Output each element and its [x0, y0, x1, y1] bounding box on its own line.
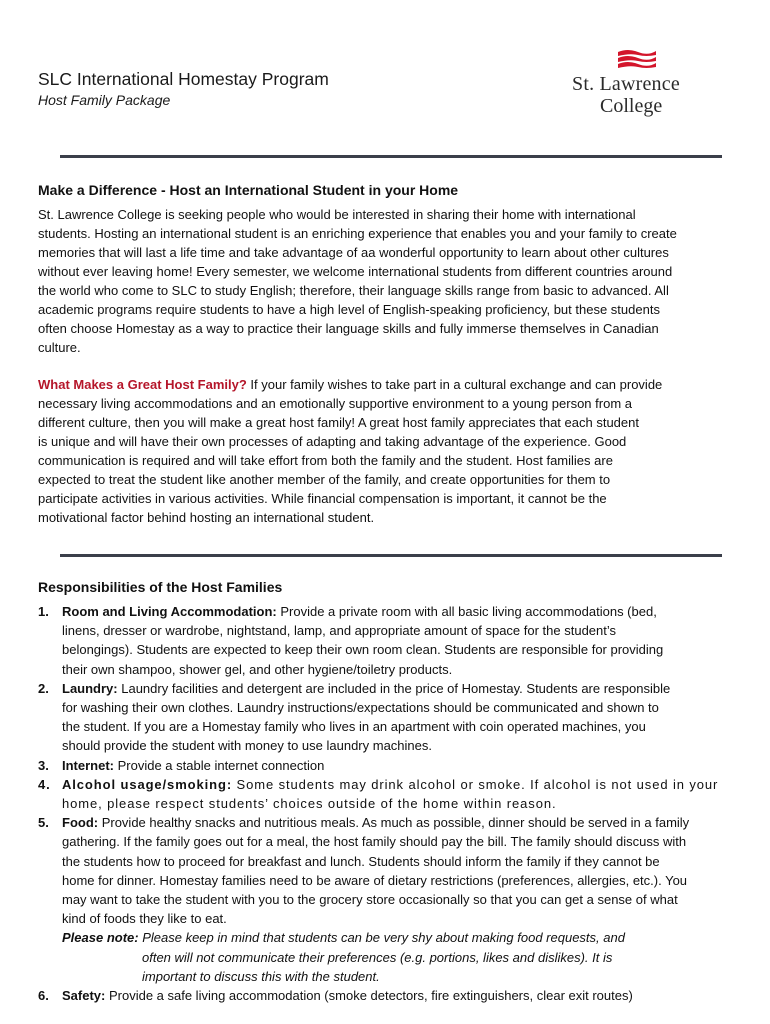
- list-item: [38, 986, 738, 1005]
- note-line: often will not communicate their preferences (e.g. portions, likes and dislikes). It is: [142, 949, 613, 965]
- item-label: Internet:: [62, 757, 114, 773]
- list-number: 4.: [38, 776, 51, 792]
- section-heading-responsibilities: Responsibilities of the Host Families: [38, 579, 283, 595]
- item-text: Provide a safe living accommodation (smoke detectors, fire extinguishers, clear exit routes): [105, 988, 633, 1004]
- item-label: Room and Living Accommodation:: [62, 604, 277, 619]
- note-text: Please keep in mind that students can be very shy about making food requests, and: [138, 930, 625, 946]
- item-line: their own shampoo, shower gel, and other hygiene/toiletry products.: [62, 661, 453, 677]
- logo-text-line1: St. Lawrence: [572, 73, 680, 95]
- paragraph-line: without ever leaving home! Every semester, we welcome international students from different countries around: [38, 264, 673, 279]
- item-line: [62, 756, 738, 775]
- paragraph-line: necessary living accommodations and an emotionally supportive environment to a young person from a: [38, 396, 632, 411]
- item-label: Safety:: [62, 988, 106, 1004]
- paragraph-line: often choose Homestay as a way to practice their language skills and fully immerse themselves in Canadian: [38, 321, 659, 336]
- food-note: [62, 928, 738, 947]
- item-line: [62, 679, 738, 698]
- paragraph-line: students. Hosting an international student is an enriching experience that enables you and your family to create: [38, 226, 677, 241]
- list-number: 6.: [38, 988, 49, 1004]
- item-line: belongings). Students are expected to keep their own room clean. Students are responsible for providing: [62, 642, 664, 658]
- note-line: important to discuss this with the student.: [142, 968, 380, 984]
- list-item: [38, 679, 738, 756]
- item-line: [62, 602, 738, 621]
- document-subtitle: Host Family Package: [38, 92, 171, 108]
- item-line: gathering. If the family goes out for a meal, the host family should pay the bill. The family should discuss with: [62, 834, 687, 850]
- item-label: Laundry:: [62, 680, 118, 696]
- item-line: linens, dresser or wardrobe, nightstand, lamp, and appropriate amount of space for the student’s: [62, 623, 617, 639]
- item-line: the students how to proceed for breakfast and lunch. Students should inform the family if they cannot be: [62, 853, 660, 869]
- divider-middle: [60, 554, 722, 557]
- logo-text-line2: College: [600, 95, 663, 117]
- paragraph-line: motivational factor behind hosting an international student.: [38, 510, 375, 525]
- list-number: 2.: [38, 680, 49, 696]
- paragraph-line: St. Lawrence College is seeking people who would be interested in sharing their home with international: [38, 207, 636, 222]
- paragraph-line: memories that will last a life time and take advantage of aa wonderful opportunity to learn about other cultures: [38, 245, 669, 260]
- item-label: Alcohol usage/smoking:: [62, 776, 233, 792]
- item-line: the student. If you are a Homestay family who lives in an apartment with coin operated machines, you: [62, 719, 646, 735]
- paragraph-line: [38, 375, 738, 394]
- responsibilities-list: [38, 602, 738, 1005]
- note-label: Please note:: [62, 930, 139, 946]
- college-logo: [572, 48, 702, 128]
- item-text: Provide a stable internet connection: [114, 757, 325, 773]
- item-line: for washing their own clothes. Laundry instructions/expectations should be communicated and shown to: [62, 700, 659, 716]
- paragraph-line: is unique and will have their own processes of adapting and taking advantage of the experience. Good: [38, 434, 627, 449]
- paragraph-line: different culture, then you will make a great host family! A great host family appreciates that each student: [38, 415, 639, 430]
- paragraph-line: communication is required and will take effort from both the family and the student. Host families are: [38, 453, 613, 468]
- divider-top: [60, 155, 722, 158]
- great-host-family-heading: What Makes a Great Host Family?: [38, 377, 247, 392]
- list-item: [38, 813, 738, 986]
- paragraph-line: culture.: [38, 340, 81, 355]
- section-heading-make-a-difference: Make a Difference - Host an International Student in your Home: [38, 182, 459, 198]
- list-number: 1.: [38, 604, 49, 619]
- paragraph-line: participate activities in various activities. While financial compensation is important, it cannot be the: [38, 491, 607, 506]
- item-line: [62, 775, 738, 794]
- paragraph-text: If your family wishes to take part in a cultural exchange and can provide: [246, 377, 663, 392]
- flag-icon: [616, 48, 656, 70]
- list-item: [38, 775, 738, 813]
- intro-paragraph: [38, 205, 738, 357]
- list-item: [38, 756, 738, 775]
- list-item: [38, 602, 738, 679]
- great-host-family-paragraph: [38, 375, 738, 527]
- paragraph-line: expected to treat the student like another member of the family, and create opportunities for them to: [38, 472, 611, 487]
- document-title: SLC International Homestay Program: [38, 69, 329, 89]
- item-line: home for dinner. Homestay families need to be aware of dietary restrictions (preferences, allergies, etc.). You: [62, 872, 688, 888]
- item-line: may want to take the student with you to the grocery store occasionally so that you can get a sense of what: [62, 892, 678, 908]
- list-number: 5.: [38, 815, 49, 831]
- paragraph-line: the world who come to SLC to study English; therefore, their language skills range from basic to advanced. All: [38, 283, 669, 298]
- list-number: 3.: [38, 757, 49, 773]
- item-line: [62, 813, 738, 832]
- paragraph-line: academic programs require students to have a high level of English-speaking proficiency, but these students: [38, 302, 660, 317]
- item-line: kind of foods they like to eat.: [62, 911, 227, 927]
- item-text: Provide a private room with all basic living accommodations (bed,: [276, 604, 657, 619]
- item-line: home, please respect students’ choices outside of the home within reason.: [62, 796, 557, 812]
- item-line: should provide the student with money to use laundry machines.: [62, 738, 432, 754]
- item-text: Provide healthy snacks and nutritious meals. As much as possible, dinner should be served in a family: [98, 815, 690, 831]
- item-text: Some students may drink alcohol or smoke. If alcohol is not used in your: [232, 776, 719, 792]
- item-label: Food:: [62, 815, 99, 831]
- item-text: Laundry facilities and detergent are included in the price of Homestay. Students are responsible: [117, 680, 671, 696]
- item-line: [62, 986, 738, 1005]
